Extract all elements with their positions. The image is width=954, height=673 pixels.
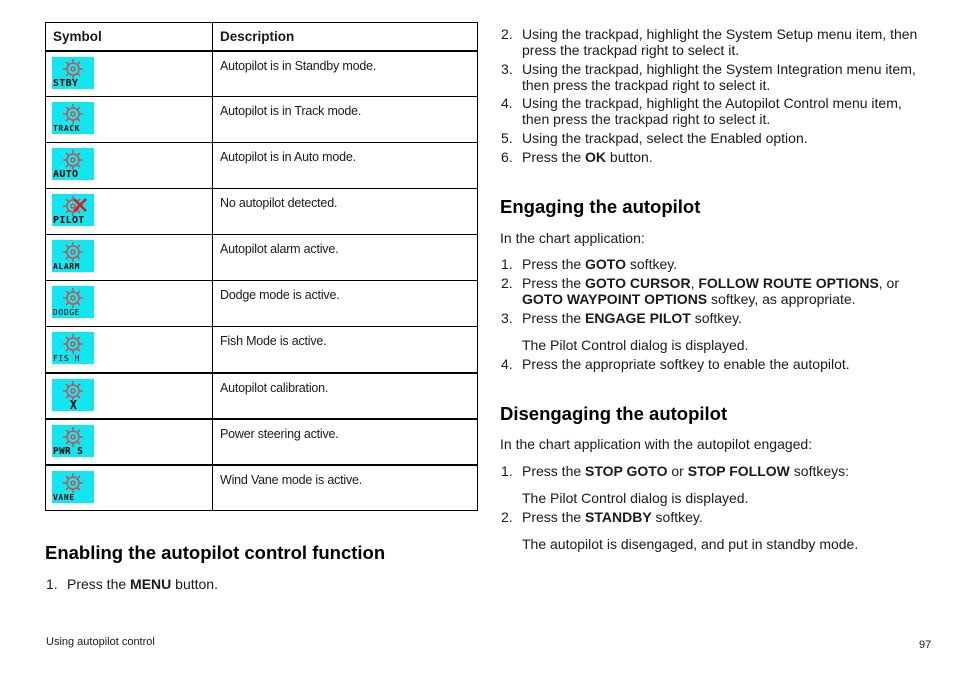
description-cell: Autopilot is in Standby mode. (213, 51, 478, 97)
description-cell: Power steering active. (213, 419, 478, 465)
symbol-table (45, 22, 478, 511)
alarm-icon: ALARM (52, 240, 94, 272)
description-cell: Dodge mode is active. (213, 281, 478, 327)
table-row (46, 465, 478, 511)
disengaging-step-1-note: The Pilot Control dialog is displayed. (522, 490, 749, 506)
table-row (46, 189, 478, 235)
table-row (46, 281, 478, 327)
disengaging-step-2-note: The autopilot is disengaged, and put in standby mode. (522, 536, 859, 552)
table-row (46, 51, 478, 97)
fish-icon: FIS H (52, 332, 94, 364)
description-cell: Autopilot is in Auto mode. (213, 143, 478, 189)
table-row (46, 327, 478, 373)
table-header-row (46, 23, 478, 51)
description-cell: No autopilot detected. (213, 189, 478, 235)
description-cell: Wind Vane mode is active. (213, 465, 478, 511)
calibration-icon: X (52, 379, 94, 411)
stby-icon: STBY (52, 57, 94, 89)
no-pilot-cross-icon (71, 197, 89, 213)
auto-icon: AUTO (52, 148, 94, 180)
description-cell: Fish Mode is active. (213, 327, 478, 373)
pwr-s-icon: PWR S (52, 425, 94, 457)
table-row (46, 97, 478, 143)
engaging-intro: In the chart application: (500, 230, 645, 246)
engaging-heading: Engaging the autopilot (500, 196, 701, 217)
disengaging-heading: Disengaging the autopilot (500, 403, 728, 424)
description-cell: Autopilot alarm active. (213, 235, 478, 281)
track-icon: TRACK (52, 102, 94, 134)
description-column-header: Description (213, 23, 478, 51)
footer-section-title: Using autopilot control (46, 636, 155, 648)
description-cell: Autopilot is in Track mode. (213, 97, 478, 143)
table-row (46, 143, 478, 189)
table-row (46, 419, 478, 465)
vane-icon: VANE (52, 471, 94, 503)
enabling-heading: Enabling the autopilot control function (45, 542, 386, 563)
symbol-column-header: Symbol (46, 23, 213, 51)
description-cell: Autopilot calibration. (213, 373, 478, 419)
pilot-icon: PILOT (52, 194, 94, 226)
page-number: 97 (919, 639, 932, 651)
table-row (46, 373, 478, 419)
disengaging-intro: In the chart application with the autopilot engaged: (500, 436, 813, 452)
table-row (46, 235, 478, 281)
dodge-icon: DODGE (52, 286, 94, 318)
engaging-step-3-note: The Pilot Control dialog is displayed. (522, 337, 749, 353)
